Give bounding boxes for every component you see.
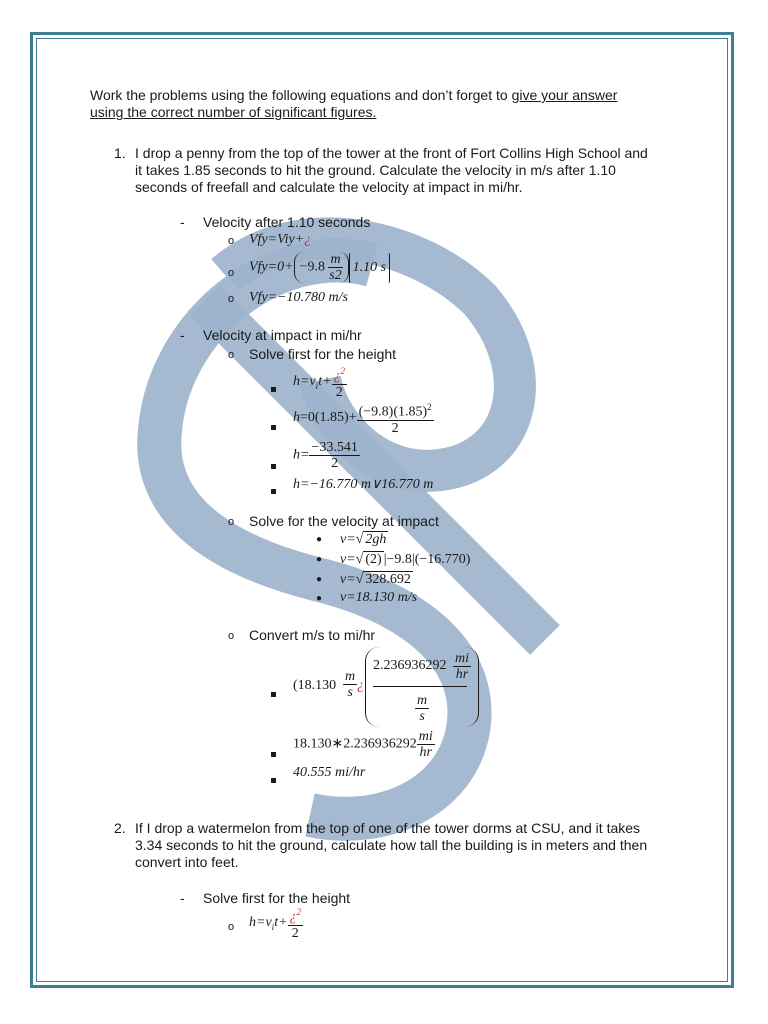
dash-bullet: - [180, 214, 185, 230]
dash-bullet: - [180, 327, 185, 343]
eq-h-4: h=−16.770 m∨16.770 m [293, 477, 434, 492]
square-bullet [271, 769, 276, 787]
dash-bullet: - [180, 890, 185, 906]
eq-h-1: $h=v_it+$ $\frac{¿^2}{2}$ [293, 366, 346, 400]
circle-bullet: o [228, 349, 235, 361]
problem-2-line-2: 3.34 seconds to hit the ground, calculate how tall the building is in meters and then [135, 837, 648, 853]
intro-emphasis-1: give your answer [511, 87, 618, 103]
eq-v-2: v=√ (2) |−9.8|(−16.770) [340, 552, 471, 567]
convert-label: Convert m/s to mi/hr [249, 627, 376, 643]
circle-bullet: o [228, 235, 235, 247]
velocity-label: Solve for the velocity at impact [249, 513, 439, 529]
square-bullet [271, 480, 276, 498]
dot-bullet: ● [316, 534, 323, 545]
circle-bullet: o [228, 267, 235, 279]
circle-bullet: o [228, 516, 235, 528]
eq-convert-3: 40.555 mi/hr [293, 765, 366, 780]
problem-1-line-2: it takes 1.85 seconds to hit the ground. Calculate the velocity in m/s after 1.10 [135, 162, 616, 178]
eq-convert-2: 18.130∗2.236936292 $\frac{mi}{hr}$ [293, 729, 433, 760]
square-bullet [271, 416, 276, 434]
eq-vfy-3: Vfy=−10.780 m/s [249, 290, 348, 305]
eq-h-3: h= $\frac{-33.541}{2}$ [293, 440, 358, 471]
problem-1-line-1: I drop a penny from the top of the tower at the front of Fort Collins High School and [135, 145, 648, 161]
eq-p2-h-1: $h=v_it+$ $\frac{¿^2}{2}$ [249, 907, 302, 941]
square-bullet [271, 455, 276, 473]
intro-line-2: using the correct number of significant figures. [90, 104, 377, 120]
problem-1-number: 1. [114, 145, 126, 161]
problem-1-line-3: seconds of freefall and calculate the velocity at impact in mi/hr. [135, 179, 523, 195]
intro-line-1 [90, 86, 617, 104]
eq-h-2: h=0(1.85)+ $\frac{(-9.8)(1.85)^2}{2}$ [293, 402, 432, 436]
part-b-label: Velocity at impact in mi/hr [203, 327, 362, 343]
square-bullet [271, 378, 276, 396]
eq-v-4: v=18.130 m/s [340, 590, 418, 605]
circle-bullet: o [228, 921, 235, 933]
square-bullet [271, 683, 276, 701]
eq-vfy-1: Vfy=Viy+¿ [249, 232, 312, 247]
problem-2-height-label: Solve first for the height [203, 890, 351, 906]
problem-2-line-1: If I drop a watermelon from the top of one of the tower dorms at CSU, and it takes [135, 820, 641, 836]
dot-bullet: ● [316, 574, 323, 585]
dot-bullet: ● [316, 593, 323, 604]
eq-v-3: v=√ 328.692 [340, 572, 411, 587]
circle-bullet: o [228, 630, 235, 642]
eq-vfy-2: Vfy=0+ −9.8 $\frac{m}{s2}$ 1.10 s [249, 252, 390, 283]
part-a-label: Velocity after 1.10 seconds [203, 214, 371, 230]
eq-v-1: v=√ 2gh [340, 532, 387, 547]
circle-bullet: o [228, 293, 235, 305]
intro-text: Work the problems using the following equations and don’t forget to [90, 87, 512, 103]
problem-2-line-3: convert into feet. [135, 854, 239, 870]
height-label: Solve first for the height [249, 346, 397, 362]
dot-bullet: ● [316, 554, 323, 565]
problem-2-number: 2. [114, 820, 126, 836]
square-bullet [271, 743, 276, 761]
